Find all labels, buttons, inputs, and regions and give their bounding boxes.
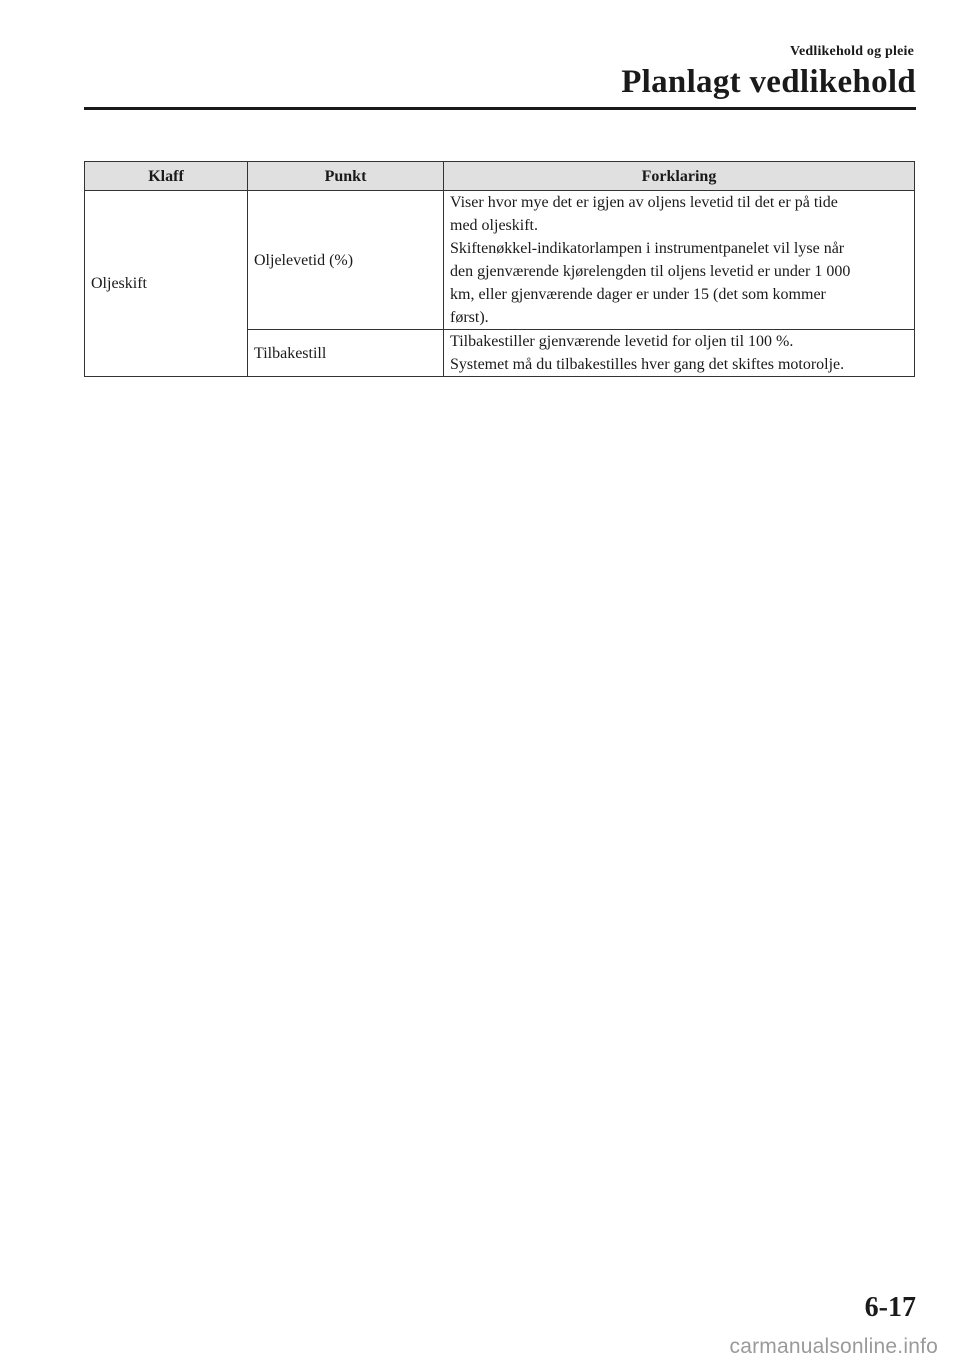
column-header-klaff: Klaff xyxy=(85,162,248,191)
page-number: 6-17 xyxy=(864,1292,916,1323)
item-cell-tilbakestill: Tilbakestill xyxy=(248,330,444,377)
maintenance-table xyxy=(84,161,915,377)
section-title: Vedlikehold og pleie xyxy=(789,44,914,59)
item-cell-oljelevetid: Oljelevetid (%) xyxy=(248,191,444,330)
column-header-punkt: Punkt xyxy=(248,162,444,191)
table-header-row xyxy=(85,162,915,191)
group-cell-oljeskift: Oljeskift xyxy=(85,191,248,377)
description-line: km, eller gjenværende dager er under 15 (det som kommer xyxy=(450,286,826,303)
watermark-link[interactable]: carmanualsonline.info xyxy=(729,1335,938,1358)
description-line: Systemet må du tilbakestilles hver gang det skiftes motorolje. xyxy=(450,356,845,373)
description-cell-oljelevetid xyxy=(444,191,915,330)
description-line: Viser hvor mye det er igjen av oljens levetid til det er på tide xyxy=(450,194,838,211)
description-line: Skiftenøkkel-indikatorlampen i instrumentpanelet vil lyse når xyxy=(450,240,845,257)
page-title: Planlagt vedlikehold xyxy=(621,64,916,100)
description-line: først). xyxy=(450,309,489,326)
column-header-forklaring: Forklaring xyxy=(444,162,915,191)
description-line: med oljeskift. xyxy=(450,217,538,234)
table-row xyxy=(85,191,915,330)
description-line: den gjenværende kjørelengden til oljens levetid er under 1 000 xyxy=(450,263,851,280)
description-cell-tilbakestill xyxy=(444,330,915,377)
header-divider xyxy=(84,107,916,110)
description-line: Tilbakestiller gjenværende levetid for oljen til 100 %. xyxy=(450,333,794,350)
